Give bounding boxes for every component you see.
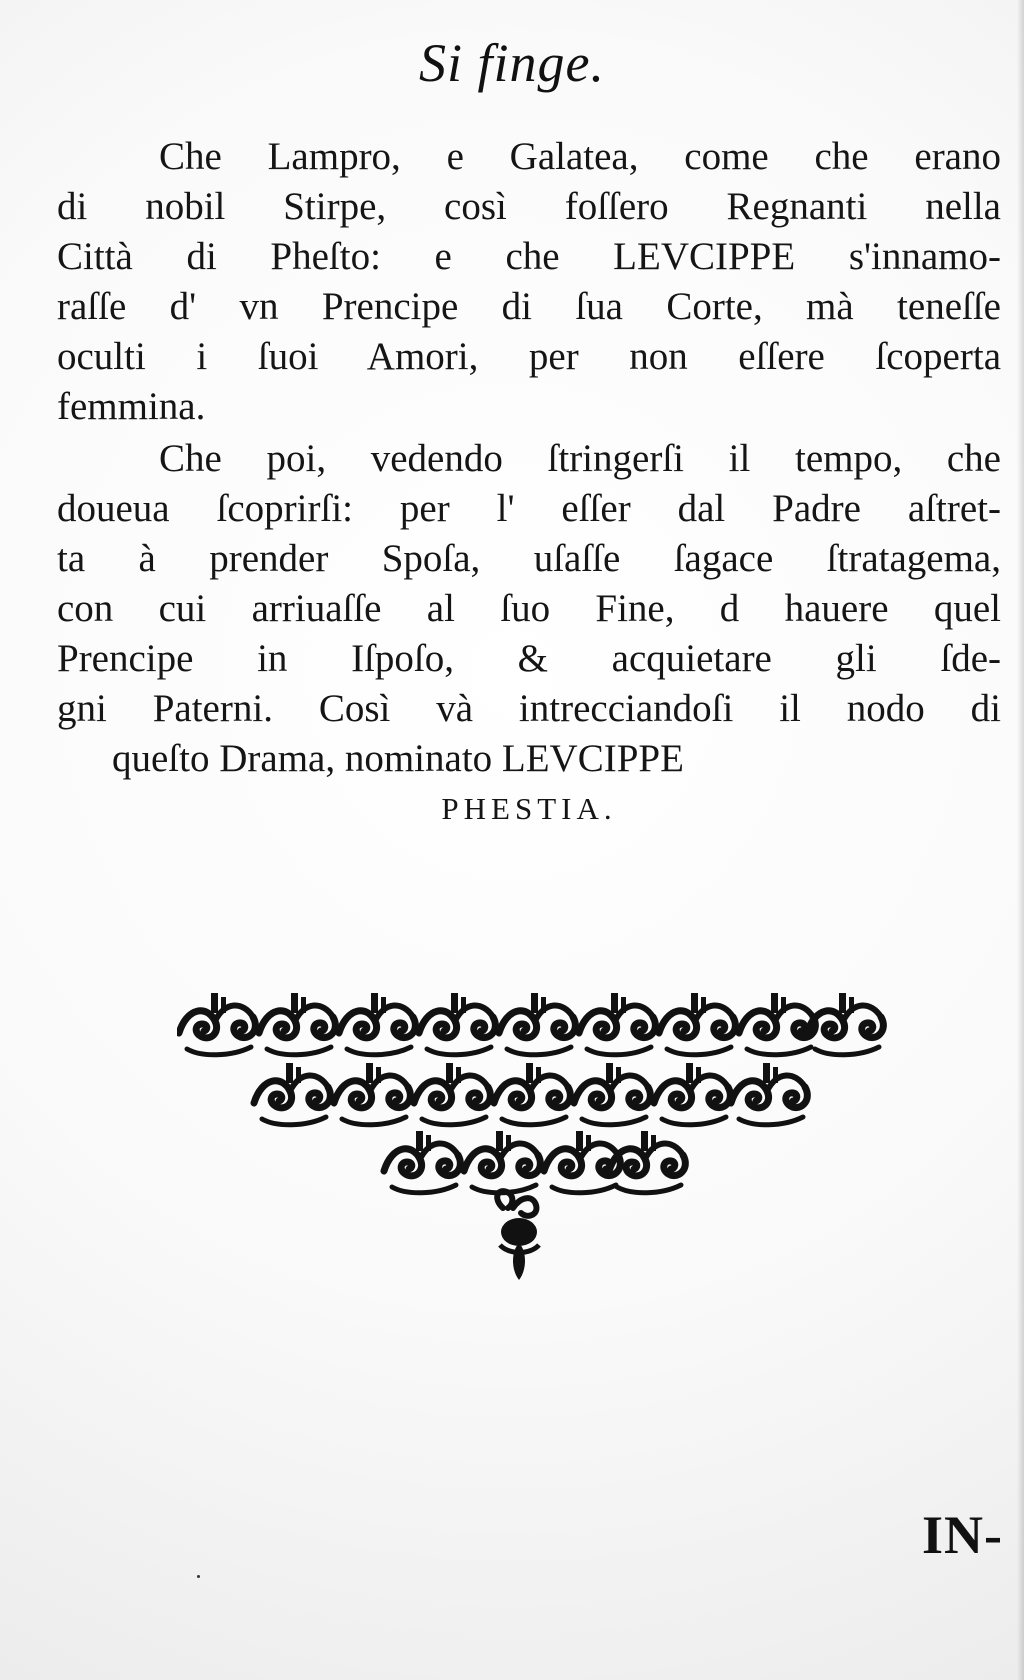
paragraph-one-line: Che Lampro, e Galatea, come che erano: [159, 135, 1001, 178]
catchword: IN-: [922, 1505, 1003, 1565]
paragraph-two-line: doueua ſcoprirſi: per l' eſſer dal Padre aſtret-: [57, 487, 1001, 530]
paragraph-one: [57, 132, 1001, 432]
paragraph-two: [57, 434, 1001, 834]
paragraph-two-line: ta à prender Spoſa, uſaſſe ſagace ſtratagema,: [57, 537, 1001, 580]
paragraph-one-line: di nobil Stirpe, così foſſero Regnanti nella: [57, 185, 1001, 228]
printer-ornament-icon: [177, 983, 887, 1288]
paragraph-two-line: Prencipe in Iſpoſo, & acquietare gli ſde-: [57, 637, 1001, 680]
ornament-row-1: [179, 993, 883, 1055]
paragraph-one-line: Città di Pheſto: e che LEVCIPPE s'innamo-: [57, 235, 1001, 278]
paragraph-one-line: oculti i ſuoi Amori, per non eſſere ſcoperta: [57, 335, 1001, 378]
ink-speck: [197, 1575, 200, 1578]
paragraph-two-line: Che poi, vedendo ſtringerſi il tempo, che: [159, 437, 1001, 480]
ornament-row-2: [254, 1063, 807, 1125]
paragraph-one-line: femmina.: [57, 385, 206, 428]
paragraph-two-line: gni Paterni. Così và intrecciandoſi il nodo di: [57, 687, 1001, 730]
paragraph-one-text: [57, 132, 1001, 432]
paragraph-two-line: queſto Drama, nominato LEVCIPPE: [112, 737, 684, 780]
paragraph-two-line: con cui arriuaſſe al ſuo Fine, d hauere quel: [57, 587, 1001, 630]
paragraph-one-line: raſſe d' vn Prencipe di ſua Corte, mà teneſſe: [57, 285, 1001, 328]
ornament-finial: [497, 1191, 539, 1280]
ornament-row-3: [384, 1131, 685, 1193]
page-edge-shadow: [1017, 0, 1024, 1680]
paragraph-two-line: PHESTIA.: [441, 791, 617, 826]
paragraph-two-text: [57, 434, 1001, 834]
page-heading: Si finge.: [419, 33, 605, 93]
